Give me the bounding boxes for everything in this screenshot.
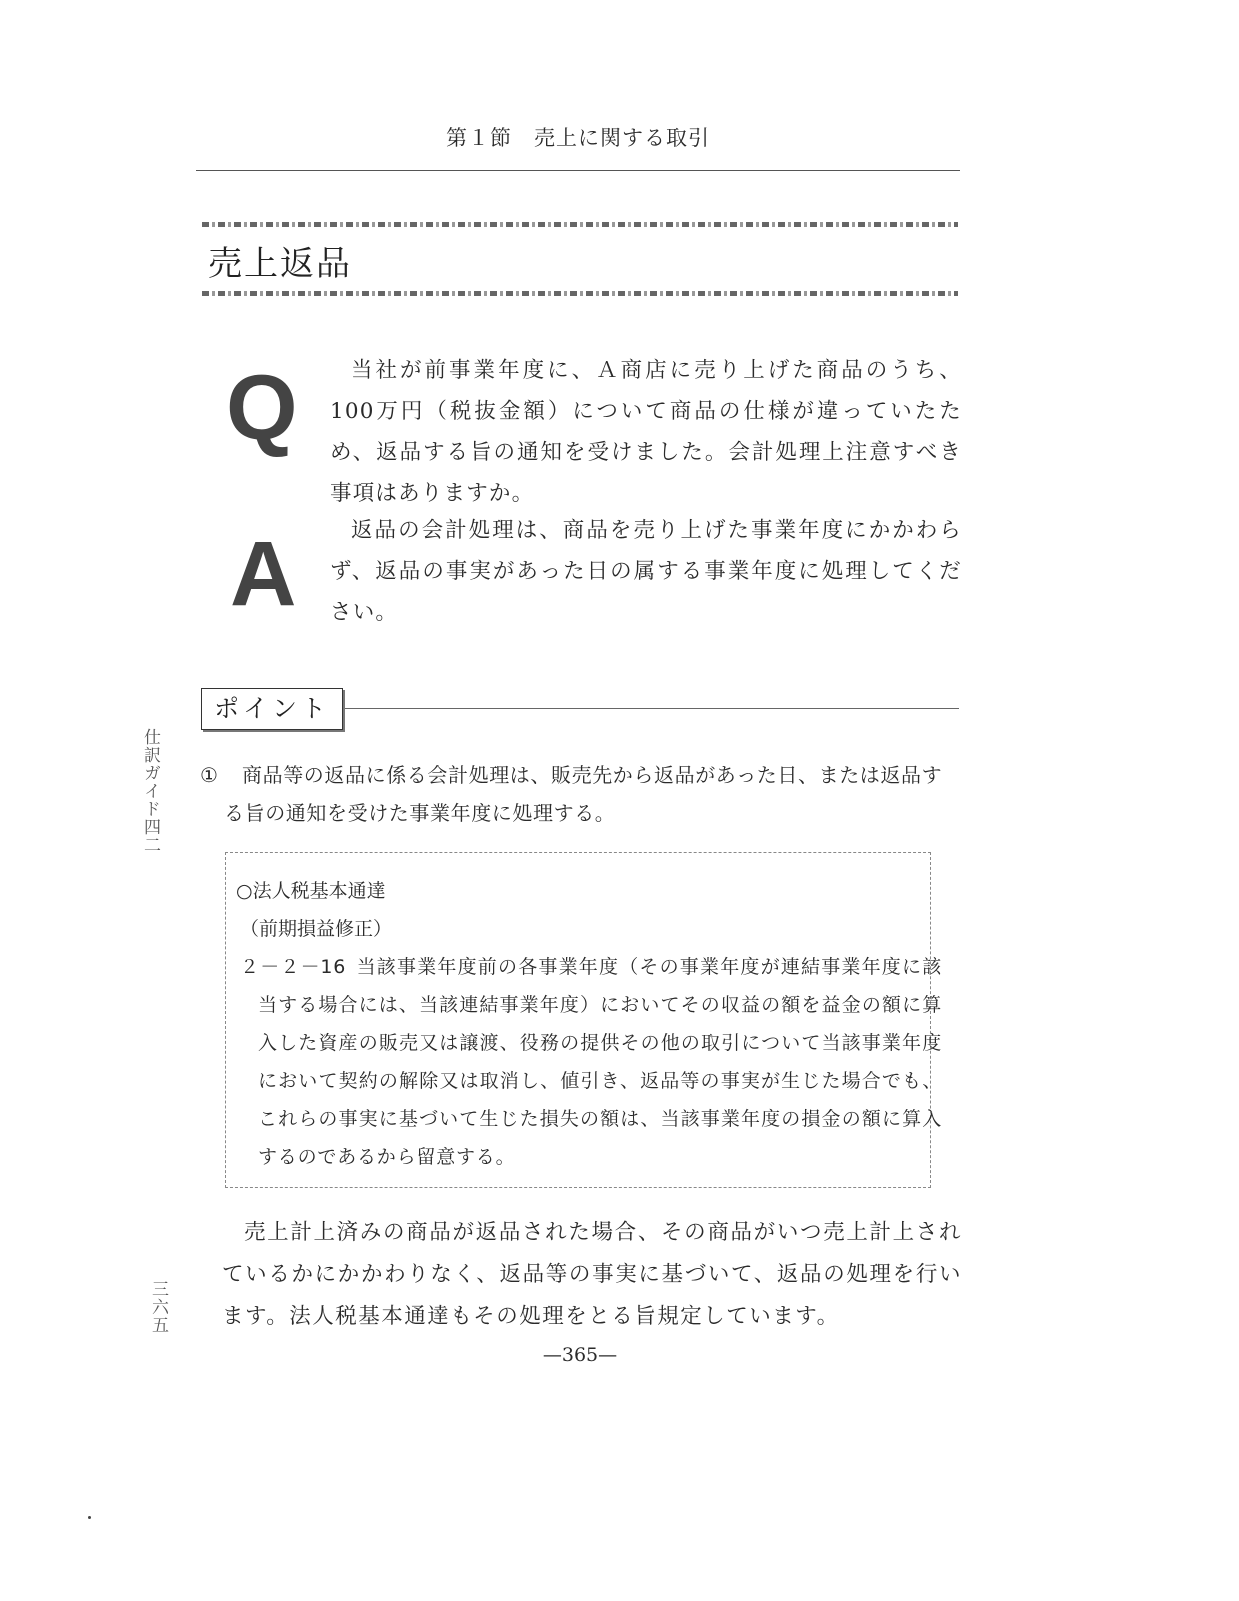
answer-text: 返品の会計処理は、商品を売り上げた事業年度にかかわらず、返品の事実があった日の属する事業年度に処理してください。 bbox=[330, 518, 962, 625]
point-item-number: ① bbox=[200, 763, 219, 787]
section-title: 売上に関する取引 bbox=[534, 126, 710, 150]
question-text: 当社が前事業年度に、Ａ商店に売り上げた商品のうち、100万円（税抜金額）について商品の仕様が違っていたため、返品する旨の通知を受けました。会計処理上注意すべき事項はありますか。 bbox=[330, 358, 962, 506]
title-rule-top bbox=[202, 222, 958, 227]
header-rule bbox=[196, 170, 960, 171]
section-number: 第１節 bbox=[446, 126, 512, 150]
quote-article-number: ２－２－16 bbox=[240, 956, 347, 978]
point-item-1 bbox=[200, 756, 962, 832]
page-title: 売上返品 bbox=[208, 244, 352, 284]
point-item-text: 商品等の返品に係る会計処理は、販売先から返品があった日、または返品する旨の通知を受けた事業年度に処理する。 bbox=[224, 763, 943, 825]
quote-title: ○法人税基本通達 bbox=[236, 880, 386, 902]
quote-article-text: 当該事業年度前の各事業年度（その事業年度が連結事業年度に該当する場合には、当該連結事業年度）においてその収益の額を益金の額に算入した資産の販売又は譲渡、役務の提供その他の取引について当該事業年度において契約の解除又は取消し、値引き、返品等の事実が生じた場合でも、これらの事実に基づいて生じた損失の額は、当該事業年度の損金の額に算入するのであるから留意する。 bbox=[258, 956, 943, 1168]
margin-side-page: 三六五 bbox=[148, 1280, 168, 1334]
title-rule-bottom bbox=[202, 291, 958, 296]
closing-paragraph: 売上計上済みの商品が返品された場合、その商品がいつ売上計上されているかにかかわりなく、返品等の事実に基づいて、返品の処理を行います。法人税基本通達もその処理をとる旨規定しています。 bbox=[222, 1220, 962, 1329]
point-rule bbox=[345, 708, 959, 709]
question-letter: Q bbox=[226, 357, 298, 459]
running-head bbox=[196, 122, 960, 152]
quote-body bbox=[240, 948, 942, 1176]
page-number: —365— bbox=[542, 1344, 618, 1366]
answer-letter: A bbox=[230, 523, 297, 625]
point-heading: ポイント bbox=[201, 688, 343, 730]
scan-speck bbox=[88, 1516, 91, 1519]
quote-subtitle: （前期損益修正） bbox=[240, 918, 393, 940]
margin-side-label: 仕訳ガイド四二 bbox=[140, 728, 160, 854]
